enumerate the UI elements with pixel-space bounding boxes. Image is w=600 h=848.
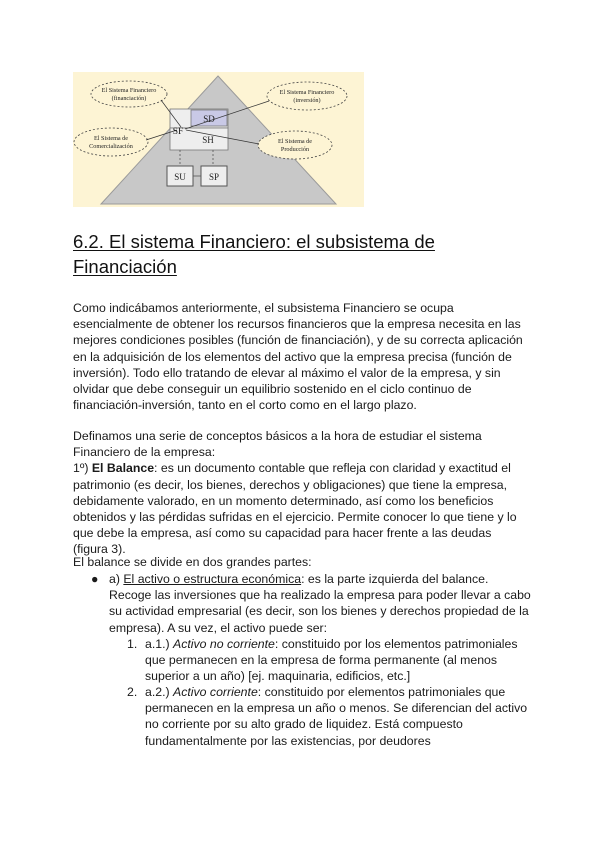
label-sd: SD: [203, 114, 215, 124]
balance-term: El Balance: [91, 461, 155, 476]
subitem-text: : constituido por los elementos patrimoniales que permanecen en la empresa de forma permanente (al menos superior a un año) [ej. maquinaria, edificios, etc.]: [145, 637, 518, 684]
subitem-prefix: a.1.): [145, 637, 174, 651]
list-item-text: [145, 684, 530, 749]
balance-definition: : es un documento contable que refleja con claridad y exactitud el patrimonio (es decir, los bienes, derechos y obligaciones) que tiene la empresa, debidamente valorado, en un momento determinado, así como los beneficios obtenidos y las pérdidas sufridas en el ejercicio. Permite conocer lo que tiene y lo que debe la empresa, así como su capacidad para hacer frente a las deudas (figura 3).: [73, 461, 517, 557]
list-number: 1.: [127, 637, 138, 651]
node-financing: [91, 81, 167, 107]
label-sp: SP: [208, 172, 220, 182]
concepts-paragraph: [73, 428, 529, 558]
subitem-term: Activo corriente: [173, 685, 258, 699]
diagram-canvas: [73, 72, 364, 207]
node-production-line2: Producción: [280, 146, 310, 153]
list-number: 2.: [127, 685, 138, 699]
node-production: [258, 131, 332, 159]
node-financing-line2: (financiación): [111, 95, 147, 102]
bullet-term: El activo o estructura económica: [123, 572, 302, 586]
label-sh: SH: [202, 135, 214, 145]
subitem-prefix: a.2.): [145, 685, 174, 699]
financial-system-diagram: [73, 72, 364, 207]
node-commercialization-line2: Comercialización: [89, 143, 133, 150]
node-investment-line2: (inversión): [293, 97, 321, 104]
node-financing-line1: El Sistema Financiero: [101, 87, 157, 94]
subitem-term: Activo no corriente: [173, 637, 275, 651]
bullet-prefix: a): [109, 572, 124, 586]
list-item-text: [145, 636, 530, 685]
node-commercialization: [74, 128, 148, 156]
concepts-lead: Definamos una serie de conceptos básicos a la hora de estudiar el sistema Financiero de la empresa:: [73, 429, 482, 460]
node-production-line1: El Sistema de: [277, 138, 313, 145]
bullet-text: : es la parte izquierda del balance. Recoge las inversiones que ha realizado la empresa para poder llevar a cabo su actividad empresarial (es decir, son los bienes y derechos propiedad de la empresa). A su vez, el activo puede ser:: [109, 572, 531, 635]
section-heading: 6.2. El sistema Financiero: el subsistema de Financiación: [73, 231, 435, 277]
label-sf: SF: [172, 127, 184, 137]
intro-paragraph: Como indicábamos anteriormente, el subsistema Financiero se ocupa esencialmente de obtener los recursos financieros que la empresa necesita en las mejores condiciones posibles (función de financiación), y de su correcta aplicación en la adquisición de los elementos del activo que la empresa precisa (función de inversión). Todo ello tratando de elevar al máximo el valor de la empresa, y sin olvidar que debe conseguir un equilibrio sostenido en el ciclo continuo de financiación-inversión, tanto en el corto como en el largo plazo.: [73, 301, 523, 413]
balance-number: 1º): [73, 461, 92, 476]
node-investment-line1: El Sistema Financiero: [279, 89, 335, 96]
balance-split-line: El balance se divide en dos grandes partes:: [73, 555, 312, 569]
label-su: SU: [174, 172, 186, 182]
node-investment: [267, 82, 347, 110]
subitem-text: : constituido por elementos patrimoniales que permanecen en la empresa un año o menos. Se diferencian del activo no corriente por su alto grado de liquidez. Está compuesto fundamentalmente por las existencias, por deudores: [145, 685, 528, 748]
bullet-icon: ●: [91, 572, 99, 586]
node-commercialization-line1: El Sistema de: [93, 135, 129, 142]
bullet-body: [109, 571, 531, 636]
